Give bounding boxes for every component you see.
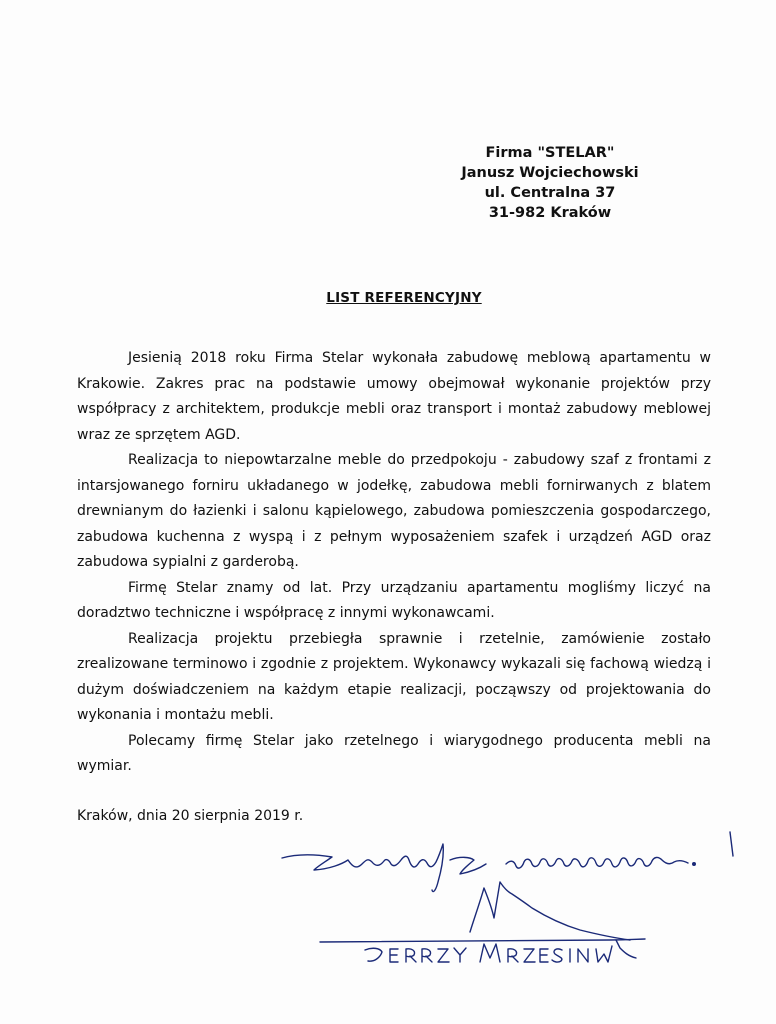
sender-street: ul. Centralna 37 <box>484 185 616 201</box>
sender-name: Janusz Wojciechowski <box>461 165 639 181</box>
letter-body <box>77 346 711 780</box>
paragraph-4: Realizacja projektu przebiegła sprawnie i rzetelnie, zamówienie zostało zrealizowane terminowo i zgodnie z projektem. Wykonawcy wykazali się fachową wiedzą i dużym doświadczeniem na każdym etapie realizacji, począwszy od projektowania do wykonania i montażu mebli. <box>77 630 711 723</box>
paragraph-5: Polecamy firmę Stelar jako rzetelnego i wiarygodnego producenta mebli na wymiar. <box>77 732 711 774</box>
handwritten-signature <box>270 820 750 970</box>
letter-title: LIST REFERENCYJNY <box>326 290 482 306</box>
date-line: Kraków, dnia 20 sierpnia 2019 r. <box>77 808 304 824</box>
sender-city: 31-982 Kraków <box>488 205 612 221</box>
sender-company: Firma "STELAR" <box>485 145 615 161</box>
paragraph-2: Realizacja to niepowtarzalne meble do przedpokoju - zabudowy szaf z frontami z intarsjowanego forniru układanego w jodełkę, zabudowa mebli fornirwanych z blatem drewnianym do łazienki i salonu kąpielowego, zabudowa pomieszczenia gospodarczego, zabudowa kuchenna z wyspą i z pełnym wyposażeniem szafek i urządzeń AGD oraz zabudowa sypialni z garderobą. <box>77 452 711 570</box>
paragraph-1: Jesienią 2018 roku Firma Stelar wykonała zabudowę meblową apartamentu w Krakowie. Zakres prac na podstawie umowy obejmował wykonanie projektów przy współpracy z architektem, produkcje mebli oraz transport i montaż zabudowy meblowej wraz ze sprzętem AGD. <box>77 350 711 443</box>
paragraph-3: Firmę Stelar znamy od lat. Przy urządzaniu apartamentu mogliśmy liczyć na doradztwo techniczne i współpracę z innymi wykonawcami. <box>77 579 711 621</box>
sender-address <box>440 143 660 223</box>
